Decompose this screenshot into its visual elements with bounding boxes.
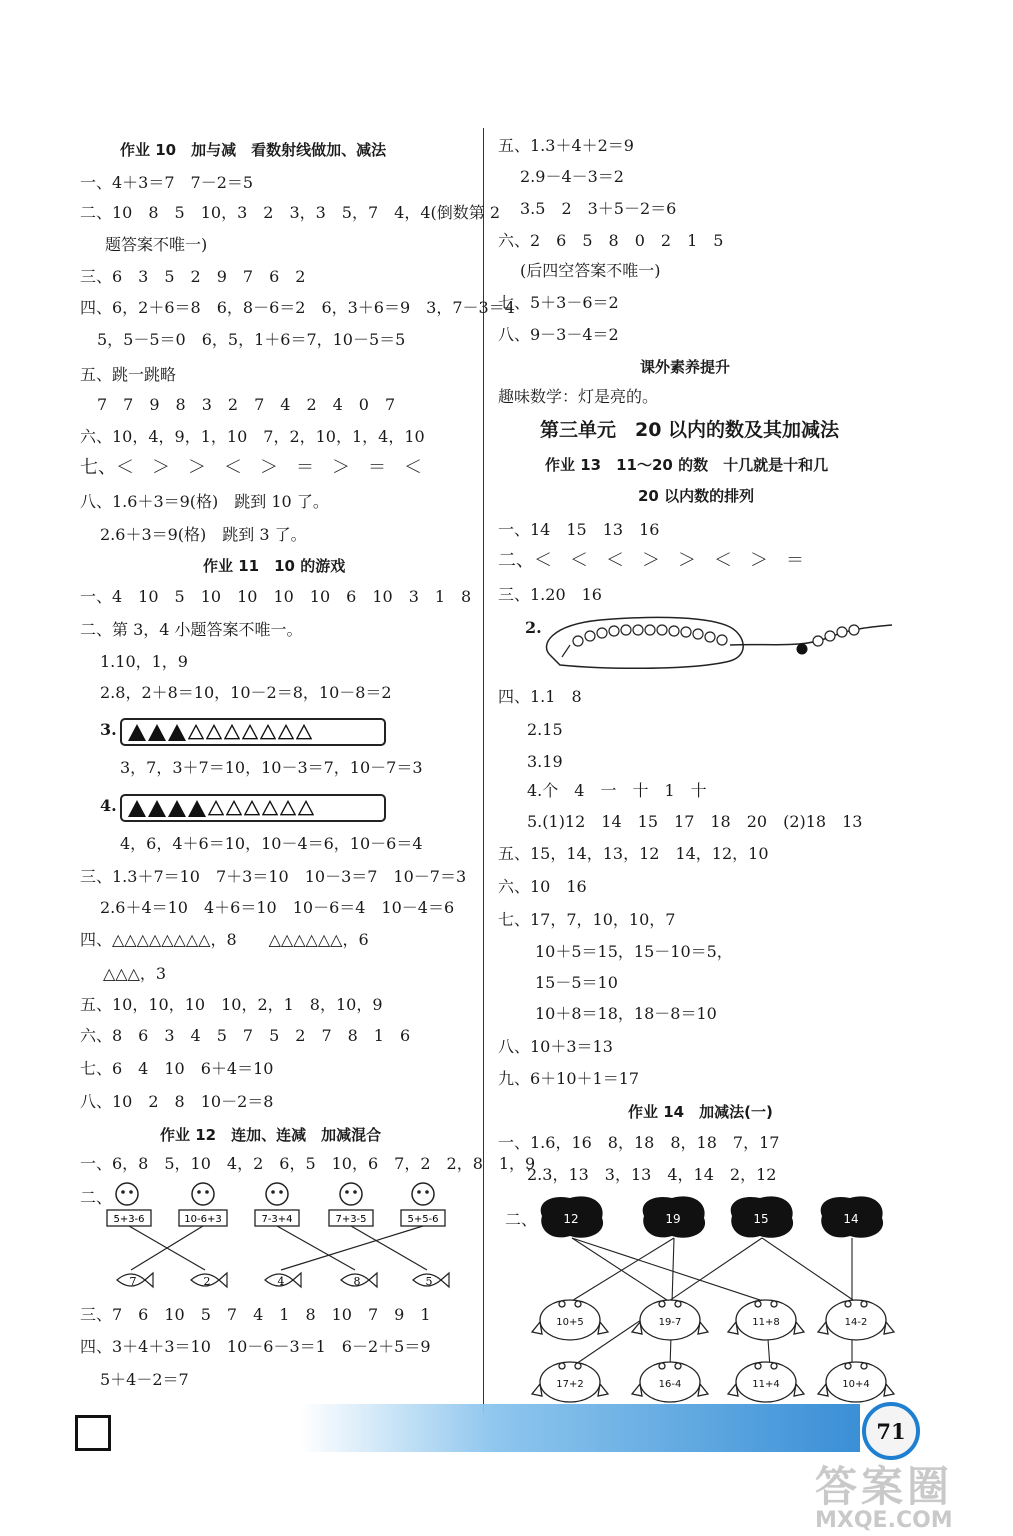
- cup: [632, 1362, 708, 1402]
- item-label: 3.: [100, 720, 117, 739]
- answer-line: 五、15，14，13，12 14，12，10: [498, 844, 769, 863]
- animal-card: [255, 1183, 299, 1226]
- cup-label: 14-2: [844, 1317, 868, 1328]
- ink-blobs: [541, 1196, 883, 1237]
- outline-triangle-icon: [226, 800, 242, 816]
- answer-line: 5.(1)12 14 15 17 18 20 (2)18 13: [527, 812, 863, 831]
- blob-number: 12: [563, 1212, 579, 1226]
- filled-bead: [797, 644, 808, 655]
- answer-line: 2.9－4－3＝2: [520, 167, 624, 186]
- filled-triangle-icon: [148, 724, 166, 741]
- unit3-title: 第三单元 20 以内的数及其加减法: [540, 419, 840, 441]
- matching-lines: [570, 1238, 856, 1368]
- triangle-box-3: [120, 718, 386, 746]
- card-fish-matching-diagram: [105, 1180, 485, 1300]
- ink-blob: [541, 1196, 603, 1237]
- filled-triangle-icon: [168, 724, 186, 741]
- outline-triangle-icon: [262, 800, 278, 816]
- card-label: 10-6+3: [184, 1214, 222, 1225]
- answer-line: (后四空答案不唯一): [520, 261, 661, 280]
- answer-line: 2.6＋3＝9(格) 跳到 3 了。: [100, 525, 307, 544]
- ink-blob: [821, 1196, 883, 1237]
- hw12-title: 作业 12 连加、连减 加减混合: [160, 1126, 382, 1144]
- answer-line: 七、6 4 10 6＋4＝10: [80, 1059, 274, 1078]
- fish: [265, 1273, 301, 1288]
- hw14-title: 作业 14 加减法(一): [628, 1103, 773, 1121]
- answer-line: 2.15: [527, 720, 563, 739]
- answer-line: 5＋4－2＝7: [100, 1370, 189, 1389]
- answer-line: 10＋8＝18，18－8＝10: [535, 1004, 717, 1023]
- outline-triangle-icon: [280, 800, 296, 816]
- answer-line: 15－5＝10: [535, 973, 618, 992]
- checkbox-square: [75, 1415, 111, 1451]
- cup-label: 19-7: [658, 1317, 682, 1328]
- cup: [728, 1300, 804, 1340]
- page-number: 71: [862, 1402, 920, 1460]
- answer-line: 一、4 10 5 10 10 10 10 6 10 3 1 8: [80, 587, 472, 606]
- cup-label: 10+5: [556, 1317, 584, 1328]
- cup-label: 17+2: [556, 1379, 584, 1390]
- animal-card: [107, 1183, 151, 1226]
- card-label: 7-3+4: [261, 1214, 293, 1225]
- footer-gradient-band: [300, 1404, 860, 1452]
- answer-line: 一、14 15 13 16: [498, 520, 660, 539]
- answer-line: 3.19: [527, 752, 563, 771]
- filled-triangle-icon: [128, 724, 146, 741]
- answer-line: 三、6 3 5 2 9 7 6 2: [80, 267, 306, 286]
- answer-line: 八、10＋3＝13: [498, 1037, 613, 1056]
- blob-number: 15: [753, 1212, 769, 1226]
- outline-triangle-icon: [206, 724, 222, 740]
- fish: [191, 1273, 227, 1288]
- answer-line: 七、17，7，10，10，7: [498, 910, 676, 929]
- fish: [413, 1273, 449, 1288]
- hw10-title: 作业 10 加与减 看数射线做加、减法: [120, 141, 387, 159]
- answer-line: 六、8 6 3 4 5 7 5 2 7 8 1 6: [80, 1026, 411, 1045]
- blob-number: 14: [843, 1212, 859, 1226]
- card-label: 5+5-6: [407, 1214, 439, 1225]
- answer-line: 10＋5＝15，15－10＝5，: [535, 942, 733, 961]
- card-label: 7+3-5: [335, 1214, 367, 1225]
- cup: [532, 1300, 608, 1340]
- ink-blob: [643, 1196, 705, 1237]
- hw13-subtitle: 20 以内数的排列: [638, 487, 755, 505]
- outline-triangle-icon: [188, 724, 204, 740]
- triangle-box-4: [120, 794, 386, 822]
- cup: [818, 1362, 894, 1402]
- item-label: 4.: [100, 796, 117, 815]
- cup: [818, 1300, 894, 1340]
- answer-line: 2.8，2＋8＝10，10－2＝8，10－8＝2: [100, 683, 392, 702]
- blob-cup-matching-diagram: [530, 1190, 915, 1405]
- filled-triangle-icon: [128, 800, 146, 817]
- fish-label: 8: [353, 1275, 361, 1288]
- fish: [341, 1273, 377, 1288]
- blob-number: 19: [665, 1212, 681, 1226]
- cup: [632, 1300, 708, 1340]
- card-label: 5+3-6: [113, 1214, 145, 1225]
- watermark: [815, 1462, 954, 1533]
- answer-line: 7 7 9 8 3 2 7 4 2 4 0 7: [97, 395, 396, 414]
- answer-line: 2.6＋4＝10 4＋6＝10 10－6＝4 10－4＝6: [100, 898, 455, 917]
- watermark-url: MXQE.COM: [815, 1508, 953, 1533]
- ink-blob: [731, 1196, 793, 1237]
- answer-line: 题答案不唯一): [105, 235, 208, 254]
- outline-triangle-icon: [244, 800, 260, 816]
- outline-triangle-icon: [208, 800, 224, 816]
- answer-line: 五、1.3＋4＋2＝9: [498, 136, 634, 155]
- answer-line: 三、1.3＋7＝10 7＋3＝10 10－3＝7 10－7＝3: [80, 867, 467, 886]
- matching-lines: [129, 1226, 427, 1270]
- answer-line: 八、9－3－4＝2: [498, 325, 619, 344]
- filled-triangle-icon: [168, 800, 186, 817]
- outline-triangle-icon: [260, 724, 276, 740]
- fish-label: 2: [203, 1275, 211, 1288]
- answer-line: 四、3＋4＋3＝10 10－6－3＝1 6－2＋5＝9: [80, 1337, 431, 1356]
- outline-triangle-icon: [278, 724, 294, 740]
- animal-card: [401, 1183, 445, 1226]
- answer-line: 二、第 3，4 小题答案不唯一。: [80, 620, 303, 639]
- extra-title: 课外素养提升: [640, 358, 731, 376]
- cup-label: 16-4: [658, 1379, 682, 1390]
- outline-triangle-icon: [296, 724, 312, 740]
- cup-row-top: [532, 1300, 894, 1340]
- answer-line: 1.10，1，9: [100, 652, 188, 671]
- cup-row-bottom: [532, 1362, 894, 1402]
- item-label: 二、: [80, 1188, 113, 1207]
- answer-line: 三、7 6 10 5 7 4 1 8 10 7 9 1: [80, 1305, 431, 1324]
- answer-line: 六、10 16: [498, 877, 587, 896]
- fish-label: 5: [425, 1275, 433, 1288]
- answer-line: 二、＜ ＜ ＜ ＞ ＞ ＜ ＞ ＝: [498, 550, 804, 571]
- answer-line: 五、跳一跳略: [80, 365, 177, 384]
- answer-line: 一、1.6，16 8，18 8，18 7，17: [498, 1133, 780, 1152]
- answer-line: 二、10 8 5 10，3 2 3，3 5，7 4，4(倒数第 2: [80, 203, 501, 222]
- animal-card: [329, 1183, 373, 1226]
- answer-line: 2.3，13 3，13 4，14 2，12: [527, 1165, 777, 1184]
- item-label: 二、: [505, 1210, 538, 1229]
- answer-line: 趣味数学：灯是亮的。: [498, 387, 659, 406]
- cup-label: 11+4: [752, 1379, 780, 1390]
- outline-triangle-icon: [224, 724, 240, 740]
- answer-line: 八、1.6＋3＝9(格) 跳到 10 了。: [80, 492, 329, 511]
- cup-label: 11+8: [752, 1317, 780, 1328]
- answer-line: 3.5 2 3＋5－2＝6: [520, 199, 677, 218]
- bead-group: [573, 625, 859, 646]
- fish-label: 4: [277, 1275, 285, 1288]
- fish: [117, 1273, 153, 1288]
- answer-line: 3，7，3＋7＝10，10－3＝7，10－7＝3: [120, 758, 423, 777]
- answer-line: 4，6，4＋6＝10，10－4＝6，10－6＝4: [120, 834, 423, 853]
- watermark-logo-text: 答案圈: [815, 1462, 954, 1511]
- answer-line: 八、10 2 8 10－2＝8: [80, 1092, 274, 1111]
- filled-triangle-icon: [188, 800, 206, 817]
- hw13-title: 作业 13 11～20 的数 十几就是十和几: [545, 456, 829, 474]
- answer-line: 四、6，2＋6＝8 6，8－6＝2 6，3＋6＝9 3，7－3＝4: [80, 298, 515, 317]
- answer-line: 四、△△△△△△△△，8 △△△△△△，6: [80, 930, 369, 949]
- answer-line: 七、＜ ＞ ＞ ＜ ＞ ＝ ＞ ＝ ＜: [80, 457, 422, 478]
- answer-line: 三、1.20 16: [498, 585, 602, 604]
- answer-line: 六、2 6 5 8 0 2 1 5: [498, 231, 724, 250]
- answer-line: 五、10，10，10 10，2，1 8，10，9: [80, 995, 383, 1014]
- answer-line: △△△，3: [103, 964, 167, 983]
- animal-card: [179, 1183, 227, 1226]
- cup-label: 10+4: [842, 1379, 870, 1390]
- answer-line: 一、6，8 5，10 4，2 6，5 10，6 7，2 2，8 1，9: [80, 1154, 536, 1173]
- answer-line: 六、10，4，9，1，10 7，2，10，1，4，10: [80, 427, 425, 446]
- fish-label: 7: [129, 1275, 137, 1288]
- answer-line: 4.个 4 一 十 1 十: [527, 781, 707, 800]
- answer-line: 5，5－5＝0 6，5，1＋6＝7，10－5＝5: [97, 330, 406, 349]
- outline-triangle-icon: [298, 800, 314, 816]
- outline-triangle-icon: [242, 724, 258, 740]
- answer-line: 七、5＋3－6＝2: [498, 293, 619, 312]
- answer-line: 四、1.1 8: [498, 687, 582, 706]
- cup: [728, 1362, 804, 1402]
- answer-line: 一、4＋3＝7 7－2＝5: [80, 173, 254, 192]
- cup: [532, 1362, 608, 1402]
- filled-triangle-icon: [148, 800, 166, 817]
- answer-line: 九、6＋10＋1＝17: [498, 1069, 640, 1088]
- item-label: 2.: [525, 618, 542, 637]
- hw11-title: 作业 11 10 的游戏: [203, 557, 346, 575]
- caterpillar-bead-diagram: [540, 605, 900, 675]
